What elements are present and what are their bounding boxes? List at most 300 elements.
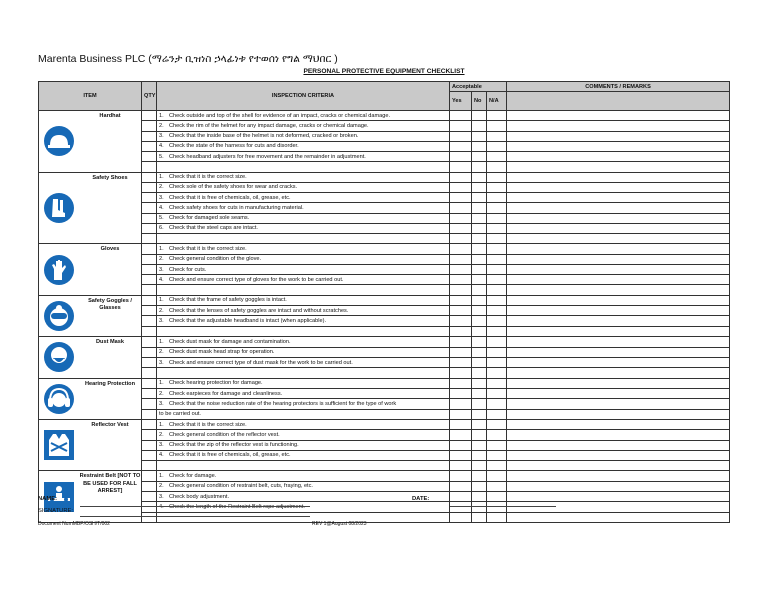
remarks-cell[interactable] — [507, 378, 730, 388]
criteria-text: Check general condition of the glove. — [169, 256, 262, 263]
item-name: Reflector Vest — [91, 421, 129, 428]
yes-checkbox-cell[interactable] — [450, 481, 472, 491]
na-checkbox-cell[interactable] — [487, 141, 507, 151]
qty-cell[interactable] — [142, 492, 157, 502]
remarks-cell[interactable] — [507, 244, 730, 254]
qty-cell[interactable] — [142, 337, 157, 347]
remarks-cell[interactable] — [507, 471, 730, 481]
remarks-cell[interactable] — [507, 182, 730, 192]
qty-cell[interactable] — [142, 347, 157, 357]
na-checkbox-cell[interactable] — [487, 244, 507, 254]
no-checkbox-cell[interactable] — [472, 182, 487, 192]
qty-cell[interactable] — [142, 326, 157, 336]
criteria-number: 3. — [159, 194, 164, 201]
qty-cell[interactable] — [142, 121, 157, 131]
remarks-cell[interactable] — [507, 399, 730, 409]
qty-cell[interactable] — [142, 275, 157, 285]
no-checkbox-cell[interactable] — [472, 326, 487, 336]
criteria-text: Check the state of the harness for cuts and disorder. — [169, 143, 299, 150]
criteria-number: 1. — [159, 112, 164, 119]
qty-cell[interactable] — [142, 357, 157, 367]
criteria-row — [39, 378, 730, 388]
remarks-cell[interactable] — [507, 111, 730, 121]
no-checkbox-cell[interactable] — [472, 121, 487, 131]
no-checkbox-cell[interactable] — [472, 461, 487, 471]
qty-cell[interactable] — [142, 378, 157, 388]
yes-checkbox-cell[interactable] — [450, 368, 472, 378]
criteria-row — [39, 182, 730, 192]
criteria-number: 2. — [159, 307, 164, 314]
na-checkbox-cell[interactable] — [487, 193, 507, 203]
criteria-cell — [157, 131, 450, 141]
na-checkbox-cell[interactable] — [487, 471, 507, 481]
qty-cell[interactable] — [142, 512, 157, 522]
qty-cell[interactable] — [142, 295, 157, 305]
no-checkbox-cell[interactable] — [472, 275, 487, 285]
yes-checkbox-cell[interactable] — [450, 471, 472, 481]
remarks-cell[interactable] — [507, 254, 730, 264]
no-checkbox-cell[interactable] — [472, 141, 487, 151]
yes-checkbox-cell[interactable] — [450, 316, 472, 326]
item-cell — [39, 295, 142, 336]
remarks-cell[interactable] — [507, 162, 730, 172]
remarks-cell[interactable] — [507, 121, 730, 131]
yes-checkbox-cell[interactable] — [450, 193, 472, 203]
criteria-text: Check that it is the correct size. — [169, 421, 247, 428]
no-checkbox-cell[interactable] — [472, 512, 487, 522]
na-checkbox-cell[interactable] — [487, 399, 507, 409]
criteria-text: Check outside and top of the shell for evidence of an impact, cracks or chemical damage. — [169, 112, 391, 119]
na-checkbox-cell[interactable] — [487, 430, 507, 440]
no-checkbox-cell[interactable] — [472, 492, 487, 502]
gloves-icon — [44, 255, 74, 285]
no-checkbox-cell[interactable] — [472, 285, 487, 295]
criteria-cell — [157, 316, 450, 326]
na-checkbox-cell[interactable] — [487, 264, 507, 274]
yes-checkbox-cell[interactable] — [450, 378, 472, 388]
criteria-text: Check that the inside base of the helmet is not deformed, cracked or broken. — [169, 133, 359, 140]
criteria-text: Check that the noise reduction rate of the hearing protectors is sufficient for the type of work — [169, 400, 397, 407]
yes-checkbox-cell[interactable] — [450, 430, 472, 440]
criteria-row — [39, 461, 730, 471]
no-checkbox-cell[interactable] — [472, 131, 487, 141]
na-checkbox-cell[interactable] — [487, 285, 507, 295]
hardhat-icon — [44, 126, 74, 156]
na-checkbox-cell[interactable] — [487, 409, 507, 419]
no-checkbox-cell[interactable] — [472, 203, 487, 213]
signature-line[interactable] — [80, 516, 310, 517]
remarks-cell[interactable] — [507, 419, 730, 429]
no-checkbox-cell[interactable] — [472, 172, 487, 182]
qty-cell[interactable] — [142, 388, 157, 398]
criteria-number: 2. — [159, 122, 164, 129]
yes-checkbox-cell[interactable] — [450, 357, 472, 367]
qty-cell[interactable] — [142, 234, 157, 244]
qty-cell[interactable] — [142, 141, 157, 151]
criteria-cell — [157, 162, 450, 172]
yes-checkbox-cell[interactable] — [450, 234, 472, 244]
remarks-cell[interactable] — [507, 234, 730, 244]
qty-cell[interactable] — [142, 368, 157, 378]
qty-cell[interactable] — [142, 193, 157, 203]
no-checkbox-cell[interactable] — [472, 295, 487, 305]
no-checkbox-cell[interactable] — [472, 430, 487, 440]
criteria-cell — [157, 234, 450, 244]
criteria-row — [39, 430, 730, 440]
criteria-cell — [157, 306, 450, 316]
remarks-cell[interactable] — [507, 285, 730, 295]
yes-checkbox-cell[interactable] — [450, 141, 472, 151]
criteria-cell — [157, 275, 450, 285]
criteria-cell — [157, 481, 450, 491]
criteria-row — [39, 162, 730, 172]
na-checkbox-cell[interactable] — [487, 388, 507, 398]
remarks-cell[interactable] — [507, 172, 730, 182]
criteria-text: Check that the steel caps are intact. — [169, 225, 258, 232]
criteria-number: 3. — [159, 400, 164, 407]
na-checkbox-cell[interactable] — [487, 357, 507, 367]
remarks-cell[interactable] — [507, 306, 730, 316]
criteria-cell — [157, 213, 450, 223]
criteria-number: 6. — [159, 225, 164, 232]
na-checkbox-cell[interactable] — [487, 152, 507, 162]
qty-cell[interactable] — [142, 182, 157, 192]
criteria-row — [39, 306, 730, 316]
criteria-text: Check for cuts. — [169, 266, 207, 273]
date-label: DATE: — [412, 496, 430, 502]
no-checkbox-cell[interactable] — [472, 264, 487, 274]
qty-cell[interactable] — [142, 172, 157, 182]
na-checkbox-cell[interactable] — [487, 182, 507, 192]
no-checkbox-cell[interactable] — [472, 223, 487, 233]
yes-checkbox-cell[interactable] — [450, 388, 472, 398]
criteria-row — [39, 347, 730, 357]
qty-cell[interactable] — [142, 162, 157, 172]
remarks-cell[interactable] — [507, 264, 730, 274]
criteria-row — [39, 295, 730, 305]
yes-checkbox-cell[interactable] — [450, 347, 472, 357]
criteria-cell — [157, 285, 450, 295]
remarks-cell[interactable] — [507, 368, 730, 378]
col-acceptable: Acceptable — [450, 82, 507, 92]
na-checkbox-cell[interactable] — [487, 234, 507, 244]
criteria-number: 4. — [159, 503, 164, 510]
criteria-row — [39, 131, 730, 141]
criteria-cell — [157, 295, 450, 305]
no-checkbox-cell[interactable] — [472, 357, 487, 367]
yes-checkbox-cell[interactable] — [450, 399, 472, 409]
criteria-row — [39, 254, 730, 264]
criteria-cell — [157, 450, 450, 460]
criteria-number: 3. — [159, 133, 164, 140]
na-checkbox-cell[interactable] — [487, 306, 507, 316]
criteria-number: 1. — [159, 338, 164, 345]
yes-checkbox-cell[interactable] — [450, 203, 472, 213]
page-title: PERSONAL PROTECTIVE EQUIPMENT CHECKLIST — [303, 68, 465, 75]
no-checkbox-cell[interactable] — [472, 368, 487, 378]
no-checkbox-cell[interactable] — [472, 316, 487, 326]
company-name: Marenta Business PLC (ማሬንታ ቢዝነስ ኃላፊነቱ የተወሰነ የግል ማህበር ) — [38, 53, 338, 65]
criteria-text: Check the rim of the helmet for any impact damage, cracks or chemical damage. — [169, 122, 369, 129]
qty-cell[interactable] — [142, 223, 157, 233]
criteria-cell — [157, 182, 450, 192]
no-checkbox-cell[interactable] — [472, 152, 487, 162]
remarks-cell[interactable] — [507, 450, 730, 460]
criteria-text: to be carried out. — [159, 411, 201, 418]
item-name: Restraint Belt [NOT TO BE USED FOR FALL ARREST] — [79, 473, 141, 495]
criteria-number: 1. — [159, 297, 164, 304]
na-checkbox-cell[interactable] — [487, 316, 507, 326]
yes-checkbox-cell[interactable] — [450, 172, 472, 182]
remarks-cell[interactable] — [507, 326, 730, 336]
criteria-text: Check that the lenses of safety goggles are intact and without scratches. — [169, 307, 349, 314]
criteria-row — [39, 264, 730, 274]
criteria-cell — [157, 461, 450, 471]
item-name: Dust Mask — [96, 339, 124, 346]
remarks-cell[interactable] — [507, 316, 730, 326]
qty-cell[interactable] — [142, 419, 157, 429]
yes-checkbox-cell[interactable] — [450, 182, 472, 192]
name-line[interactable] — [80, 506, 310, 507]
yes-checkbox-cell[interactable] — [450, 306, 472, 316]
yes-checkbox-cell[interactable] — [450, 162, 472, 172]
criteria-text: Check the length of the Restraint Belt rope adjustment. — [169, 503, 305, 510]
remarks-cell[interactable] — [507, 481, 730, 491]
dust-mask-icon — [44, 342, 74, 372]
yes-checkbox-cell[interactable] — [450, 512, 472, 522]
criteria-row — [39, 368, 730, 378]
yes-checkbox-cell[interactable] — [450, 285, 472, 295]
no-checkbox-cell[interactable] — [472, 306, 487, 316]
criteria-row — [39, 244, 730, 254]
na-checkbox-cell[interactable] — [487, 378, 507, 388]
remarks-cell[interactable] — [507, 203, 730, 213]
no-checkbox-cell[interactable] — [472, 162, 487, 172]
criteria-row — [39, 419, 730, 429]
remarks-cell[interactable] — [507, 193, 730, 203]
criteria-cell — [157, 172, 450, 182]
na-checkbox-cell[interactable] — [487, 440, 507, 450]
yes-checkbox-cell[interactable] — [450, 244, 472, 254]
no-checkbox-cell[interactable] — [472, 419, 487, 429]
yes-checkbox-cell[interactable] — [450, 440, 472, 450]
na-checkbox-cell[interactable] — [487, 337, 507, 347]
qty-cell[interactable] — [142, 254, 157, 264]
criteria-row — [39, 172, 730, 182]
criteria-number: 3. — [159, 442, 164, 449]
no-checkbox-cell[interactable] — [472, 440, 487, 450]
item-name: Safety Goggles / Glasses — [88, 297, 132, 312]
remarks-cell[interactable] — [507, 357, 730, 367]
col-na: N/A — [487, 92, 507, 111]
yes-checkbox-cell[interactable] — [450, 275, 472, 285]
yes-checkbox-cell[interactable] — [450, 254, 472, 264]
no-checkbox-cell[interactable] — [472, 347, 487, 357]
qty-cell[interactable] — [142, 285, 157, 295]
yes-checkbox-cell[interactable] — [450, 419, 472, 429]
na-checkbox-cell[interactable] — [487, 492, 507, 502]
qty-cell[interactable] — [142, 409, 157, 419]
criteria-row — [39, 471, 730, 481]
criteria-row — [39, 141, 730, 151]
yes-checkbox-cell[interactable] — [450, 461, 472, 471]
qty-cell[interactable] — [142, 461, 157, 471]
date-line[interactable] — [450, 506, 556, 507]
na-checkbox-cell[interactable] — [487, 203, 507, 213]
na-checkbox-cell[interactable] — [487, 213, 507, 223]
na-checkbox-cell[interactable] — [487, 131, 507, 141]
criteria-number: 5. — [159, 153, 164, 160]
no-checkbox-cell[interactable] — [472, 111, 487, 121]
na-checkbox-cell[interactable] — [487, 111, 507, 121]
no-checkbox-cell[interactable] — [472, 234, 487, 244]
criteria-number: 2. — [159, 483, 164, 490]
criteria-cell — [157, 388, 450, 398]
criteria-text: Check earpieces for damage and cleanliness. — [169, 390, 283, 397]
remarks-cell[interactable] — [507, 223, 730, 233]
criteria-number: 4. — [159, 143, 164, 150]
criteria-row — [39, 409, 730, 419]
criteria-row — [39, 337, 730, 347]
na-checkbox-cell[interactable] — [487, 162, 507, 172]
remarks-cell[interactable] — [507, 131, 730, 141]
na-checkbox-cell[interactable] — [487, 347, 507, 357]
qty-cell[interactable] — [142, 430, 157, 440]
col-no: No — [472, 92, 487, 111]
criteria-row — [39, 193, 730, 203]
yes-checkbox-cell[interactable] — [450, 337, 472, 347]
remarks-cell[interactable] — [507, 388, 730, 398]
criteria-number: 4. — [159, 204, 164, 211]
na-checkbox-cell[interactable] — [487, 172, 507, 182]
criteria-number: 2. — [159, 431, 164, 438]
yes-checkbox-cell[interactable] — [450, 295, 472, 305]
yes-checkbox-cell[interactable] — [450, 492, 472, 502]
yes-checkbox-cell[interactable] — [450, 121, 472, 131]
na-checkbox-cell[interactable] — [487, 254, 507, 264]
criteria-row — [39, 399, 730, 409]
no-checkbox-cell[interactable] — [472, 244, 487, 254]
no-checkbox-cell[interactable] — [472, 399, 487, 409]
remarks-cell[interactable] — [507, 275, 730, 285]
criteria-number: 1. — [159, 174, 164, 181]
remarks-cell[interactable] — [507, 141, 730, 151]
yes-checkbox-cell[interactable] — [450, 264, 472, 274]
qty-cell[interactable] — [142, 213, 157, 223]
remarks-header-blank — [507, 92, 730, 111]
no-checkbox-cell[interactable] — [472, 193, 487, 203]
qty-cell[interactable] — [142, 152, 157, 162]
criteria-row — [39, 388, 730, 398]
yes-checkbox-cell[interactable] — [450, 450, 472, 460]
qty-cell[interactable] — [142, 306, 157, 316]
qty-cell[interactable] — [142, 440, 157, 450]
na-checkbox-cell[interactable] — [487, 326, 507, 336]
qty-cell[interactable] — [142, 131, 157, 141]
criteria-number: 2. — [159, 349, 164, 356]
no-checkbox-cell[interactable] — [472, 450, 487, 460]
remarks-cell[interactable] — [507, 152, 730, 162]
criteria-cell — [157, 512, 450, 522]
criteria-cell — [157, 244, 450, 254]
qty-cell[interactable] — [142, 316, 157, 326]
no-checkbox-cell[interactable] — [472, 409, 487, 419]
criteria-text: Check that it is the correct size. — [169, 174, 247, 181]
criteria-cell — [157, 471, 450, 481]
no-checkbox-cell[interactable] — [472, 213, 487, 223]
item-cell — [39, 419, 142, 471]
remarks-cell[interactable] — [507, 409, 730, 419]
qty-cell[interactable] — [142, 244, 157, 254]
na-checkbox-cell[interactable] — [487, 223, 507, 233]
criteria-text: Check that it is free of chemicals, oil, grease, etc. — [169, 452, 291, 459]
no-checkbox-cell[interactable] — [472, 471, 487, 481]
na-checkbox-cell[interactable] — [487, 461, 507, 471]
qty-cell[interactable] — [142, 203, 157, 213]
remarks-cell[interactable] — [507, 295, 730, 305]
no-checkbox-cell[interactable] — [472, 481, 487, 491]
remarks-cell[interactable] — [507, 440, 730, 450]
qty-cell[interactable] — [142, 481, 157, 491]
remarks-cell[interactable] — [507, 461, 730, 471]
criteria-text: Check safety shoes for cuts in manufacturing material. — [169, 204, 304, 211]
remarks-cell[interactable] — [507, 492, 730, 502]
safety-boot-icon — [44, 193, 74, 223]
yes-checkbox-cell[interactable] — [450, 326, 472, 336]
criteria-text: Check body adjustment. — [169, 493, 230, 500]
na-checkbox-cell[interactable] — [487, 368, 507, 378]
criteria-number: 3. — [159, 359, 164, 366]
yes-checkbox-cell[interactable] — [450, 131, 472, 141]
criteria-text: Check general condition of restraint belt, cuts, fraying, etc. — [169, 483, 313, 490]
criteria-text: Check that the zip of the reflector vest is functioning. — [169, 442, 299, 449]
remarks-cell[interactable] — [507, 347, 730, 357]
criteria-text: Check for damage. — [169, 473, 217, 480]
na-checkbox-cell[interactable] — [487, 450, 507, 460]
no-checkbox-cell[interactable] — [472, 388, 487, 398]
remarks-cell[interactable] — [507, 337, 730, 347]
remarks-cell[interactable] — [507, 213, 730, 223]
yes-checkbox-cell[interactable] — [450, 111, 472, 121]
qty-cell[interactable] — [142, 450, 157, 460]
na-checkbox-cell[interactable] — [487, 512, 507, 522]
yes-checkbox-cell[interactable] — [450, 223, 472, 233]
yes-checkbox-cell[interactable] — [450, 152, 472, 162]
criteria-number: 1. — [159, 245, 164, 252]
no-checkbox-cell[interactable] — [472, 254, 487, 264]
criteria-text: Check dust mask for damage and contamination. — [169, 338, 291, 345]
qty-cell[interactable] — [142, 471, 157, 481]
criteria-number: 1. — [159, 421, 164, 428]
criteria-text: Check that it is free of chemicals, oil, grease, etc. — [169, 194, 291, 201]
remarks-cell[interactable] — [507, 512, 730, 522]
qty-cell[interactable] — [142, 264, 157, 274]
qty-cell[interactable] — [142, 111, 157, 121]
criteria-row — [39, 121, 730, 131]
yes-checkbox-cell[interactable] — [450, 213, 472, 223]
criteria-cell — [157, 357, 450, 367]
na-checkbox-cell[interactable] — [487, 419, 507, 429]
no-checkbox-cell[interactable] — [472, 337, 487, 347]
yes-checkbox-cell[interactable] — [450, 409, 472, 419]
remarks-cell[interactable] — [507, 430, 730, 440]
na-checkbox-cell[interactable] — [487, 481, 507, 491]
qty-cell[interactable] — [142, 399, 157, 409]
no-checkbox-cell[interactable] — [472, 378, 487, 388]
na-checkbox-cell[interactable] — [487, 275, 507, 285]
na-checkbox-cell[interactable] — [487, 295, 507, 305]
na-checkbox-cell[interactable] — [487, 121, 507, 131]
